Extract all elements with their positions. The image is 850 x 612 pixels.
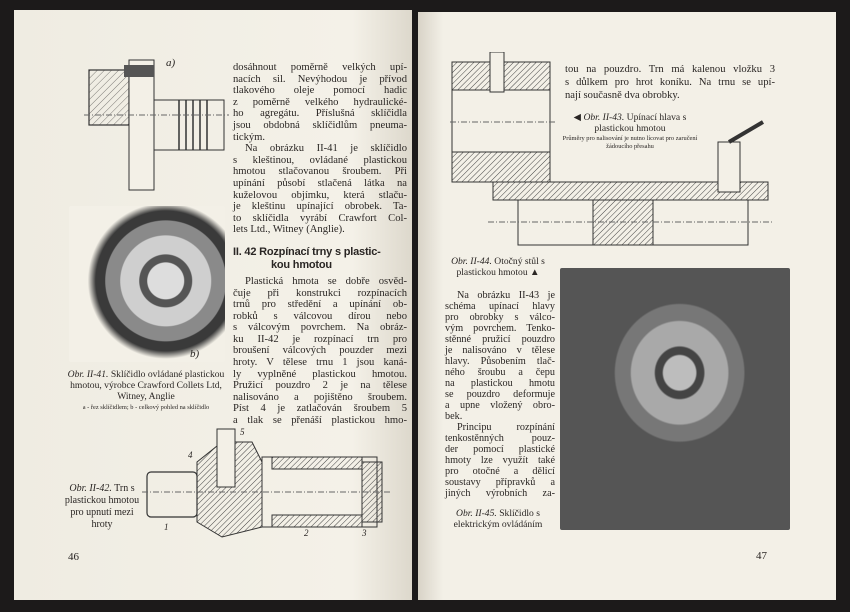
- text-right-top: tou na pouzdro. Trn má kalenou vložku 3 s důlkem pro hrot koníku. Na trnu se upí- nají současně dva obrobky.: [565, 64, 775, 101]
- caption-ref: Obr. II-41.: [67, 369, 109, 380]
- caption-subtitle: Průměry pro nalisování je nutno lícovat pro zaručení žádoucího přesahu: [562, 135, 698, 150]
- paragraph: Na obrázku II-41 je sklíčidlo s kleštinou, ovládané plastickou hmotou stlačovanou šroubem. Při upínání působí stlačená látka na kuželovou objímku, která stlaču- je kleštinu upínající obrobek. Ta- to sklíčidla vyrábí Crawfort Col- lets Ltd., Witney (Anglie).: [233, 143, 407, 236]
- triangle-left-icon: ◀: [573, 112, 582, 123]
- figure-label: 4: [188, 450, 193, 460]
- section-heading: II. 42 Rozpínací trny s plastic- kou hmotou: [233, 245, 381, 271]
- page-number: 47: [756, 550, 767, 562]
- figure-42-drawing: [142, 424, 392, 542]
- caption-figure-43: ◀ Obr. II-43. Upínací hlava s plastickou hmotou Průměry pro nalisování je nutno lícovat pro zaručení žádoucího přesahu: [555, 112, 705, 151]
- paragraph: dosáhnout poměrně velkých upí- nacích sil. Nevýhodou je přívod tlakového oleje pomocí hadic z poměrně velkého hydraulické- ho agregátu. Příslušná sklíčidla jsou obdobná sklíčidlům pneuma- tickým.: [233, 62, 407, 143]
- caption-figure-45: Obr. II-45. Sklíčidlo s elektrickým ovládáním: [453, 508, 543, 530]
- caption-subtitle: a - řez sklíčidlem; b - celkový pohled na sklíčidlo: [82, 404, 210, 411]
- figure-41b-photo: [69, 206, 225, 362]
- paragraph: Plastická hmota se dobře osvěd- čuje při konstrukci rozpínacích trnů pro středění a upínání ob- robků s válcovou dírou nebo s válcovým povrchem. Na obráz- ku II-42 je rozpínací trn pro broušení válcových pouzder mezi hroty. V tělese trnu 1 jsou kaná- ly vyplněné plastickou hmotou. Pružicí pouzdro 2 je na tělese nalisováno a pojištěno šroubem. Píst 4 je zatlačován šroubem 5 a tlak se přenáší plastickou hmo-: [233, 275, 407, 427]
- figure-a-label: a): [166, 57, 176, 69]
- text-column-left: [233, 62, 407, 427]
- figure-label: 1: [164, 522, 169, 532]
- page-number: 46: [68, 551, 79, 563]
- figure-b-label: b): [190, 348, 200, 360]
- triangle-up-icon: ▲: [530, 267, 540, 278]
- caption-figure-42: Obr. II-42. Trn s plastickou hmotou pro upnutí mezi hroty: [64, 483, 140, 530]
- figure-45-photo: [560, 268, 790, 530]
- figure-label: 5: [240, 427, 245, 437]
- left-page: [14, 10, 412, 600]
- figure-41a-drawing: [84, 55, 229, 195]
- figure-label: 2: [304, 528, 309, 538]
- figure-44-drawing: [488, 107, 773, 257]
- right-page: [418, 12, 836, 600]
- figure-label: 3: [362, 528, 367, 538]
- caption-figure-41: Obr. II-41. Sklíčidlo ovládané plastickou hmotou, výrobce Crawford Collets Ltd, Witney, Anglie a - řez sklíčidlem; b - celkový pohled na sklíčidlo: [60, 369, 232, 412]
- text-column-right: Na obrázku II-43 je schéma upínací hlavy pro obrobky s válco- vým povrchem. Tenko- stěnné pružicí pouzdro je nalisováno v tělese hlavy. Působením tlač- ného šroubu a čepu na plastickou hmotu se pouzdro deformuje a upne vložený obro- bek. Principu rozpínání tenkostěnných pouz- der pomocí plastické hmoty lze využít také pro otočné a dělicí soustavy přípravků a jiných výrobních za-: [445, 290, 555, 499]
- caption-figure-44: Obr. II-44. Otočný stůl s plastickou hmotou ▲: [451, 256, 545, 278]
